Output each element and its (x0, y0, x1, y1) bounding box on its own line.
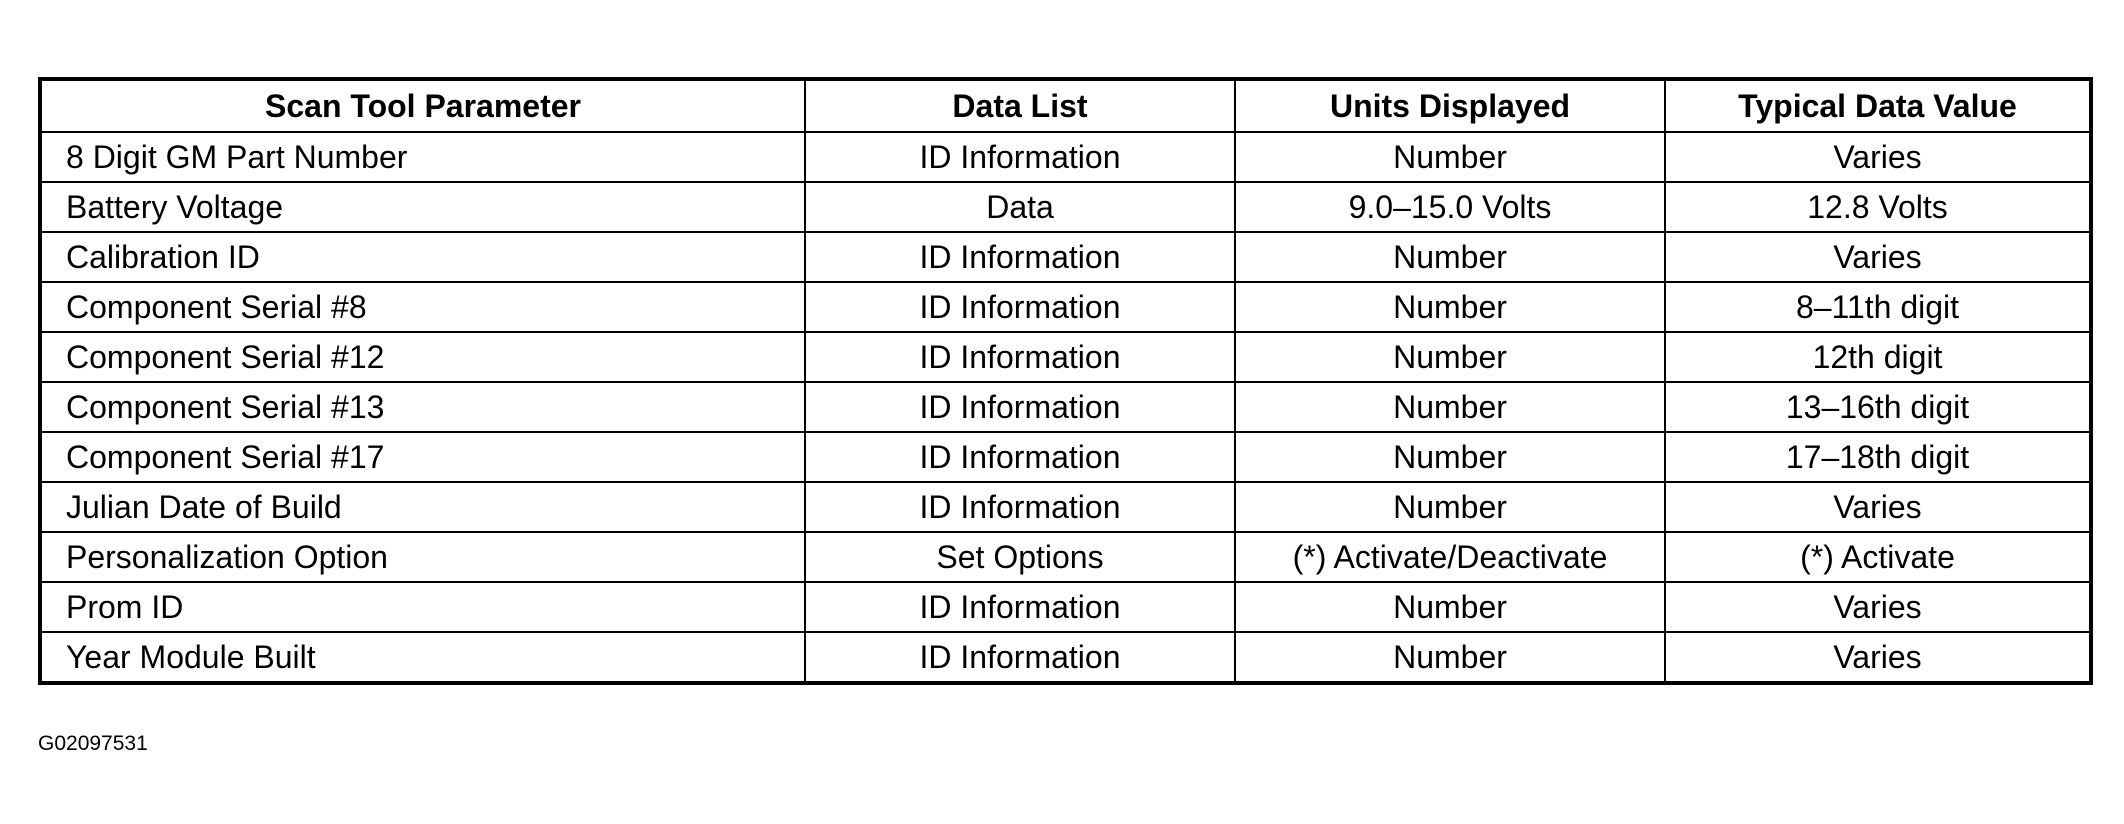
table-row (40, 482, 2091, 532)
cell-units: Number (1235, 132, 1665, 182)
cell-typical-value: (*) Activate (1665, 532, 2091, 582)
cell-typical-value: Varies (1665, 582, 2091, 632)
cell-parameter: Julian Date of Build (40, 482, 805, 532)
table-row (40, 182, 2091, 232)
cell-typical-value: 8–11th digit (1665, 282, 2091, 332)
cell-units: (*) Activate/Deactivate (1235, 532, 1665, 582)
scan-tool-data-table (38, 77, 2093, 685)
table-row (40, 132, 2091, 182)
cell-data-list: ID Information (805, 432, 1235, 482)
cell-data-list: ID Information (805, 282, 1235, 332)
cell-data-list: ID Information (805, 132, 1235, 182)
cell-typical-value: 13–16th digit (1665, 382, 2091, 432)
cell-data-list: ID Information (805, 582, 1235, 632)
cell-data-list: Set Options (805, 532, 1235, 582)
cell-units: Number (1235, 482, 1665, 532)
cell-data-list: ID Information (805, 482, 1235, 532)
cell-units: Number (1235, 582, 1665, 632)
cell-typical-value: Varies (1665, 232, 2091, 282)
cell-typical-value: Varies (1665, 632, 2091, 683)
cell-data-list: ID Information (805, 332, 1235, 382)
cell-units: Number (1235, 232, 1665, 282)
figure-id-label: G02097531 (38, 732, 148, 755)
cell-parameter: Component Serial #12 (40, 332, 805, 382)
cell-typical-value: 12th digit (1665, 332, 2091, 382)
column-header-data-list: Data List (805, 79, 1235, 132)
cell-units: Number (1235, 432, 1665, 482)
column-header-typical-data-value: Typical Data Value (1665, 79, 2091, 132)
table-row (40, 282, 2091, 332)
cell-parameter: Year Module Built (40, 632, 805, 683)
cell-typical-value: Varies (1665, 482, 2091, 532)
cell-data-list: ID Information (805, 632, 1235, 683)
table-row (40, 532, 2091, 582)
cell-units: Number (1235, 632, 1665, 683)
cell-parameter: Component Serial #17 (40, 432, 805, 482)
cell-data-list: ID Information (805, 382, 1235, 432)
cell-typical-value: Varies (1665, 132, 2091, 182)
table-row (40, 332, 2091, 382)
cell-parameter: Personalization Option (40, 532, 805, 582)
cell-units: Number (1235, 382, 1665, 432)
table-row (40, 582, 2091, 632)
cell-data-list: Data (805, 182, 1235, 232)
table-row (40, 632, 2091, 683)
cell-parameter: Battery Voltage (40, 182, 805, 232)
cell-parameter: Calibration ID (40, 232, 805, 282)
table-row (40, 432, 2091, 482)
table-row (40, 382, 2091, 432)
table-header-row (40, 79, 2091, 132)
cell-typical-value: 17–18th digit (1665, 432, 2091, 482)
column-header-scan-tool-parameter: Scan Tool Parameter (40, 79, 805, 132)
column-header-units-displayed: Units Displayed (1235, 79, 1665, 132)
cell-parameter: 8 Digit GM Part Number (40, 132, 805, 182)
cell-units: 9.0–15.0 Volts (1235, 182, 1665, 232)
cell-parameter: Component Serial #8 (40, 282, 805, 332)
cell-typical-value: 12.8 Volts (1665, 182, 2091, 232)
cell-parameter: Component Serial #13 (40, 382, 805, 432)
cell-parameter: Prom ID (40, 582, 805, 632)
cell-units: Number (1235, 332, 1665, 382)
table-row (40, 232, 2091, 282)
cell-units: Number (1235, 282, 1665, 332)
cell-data-list: ID Information (805, 232, 1235, 282)
